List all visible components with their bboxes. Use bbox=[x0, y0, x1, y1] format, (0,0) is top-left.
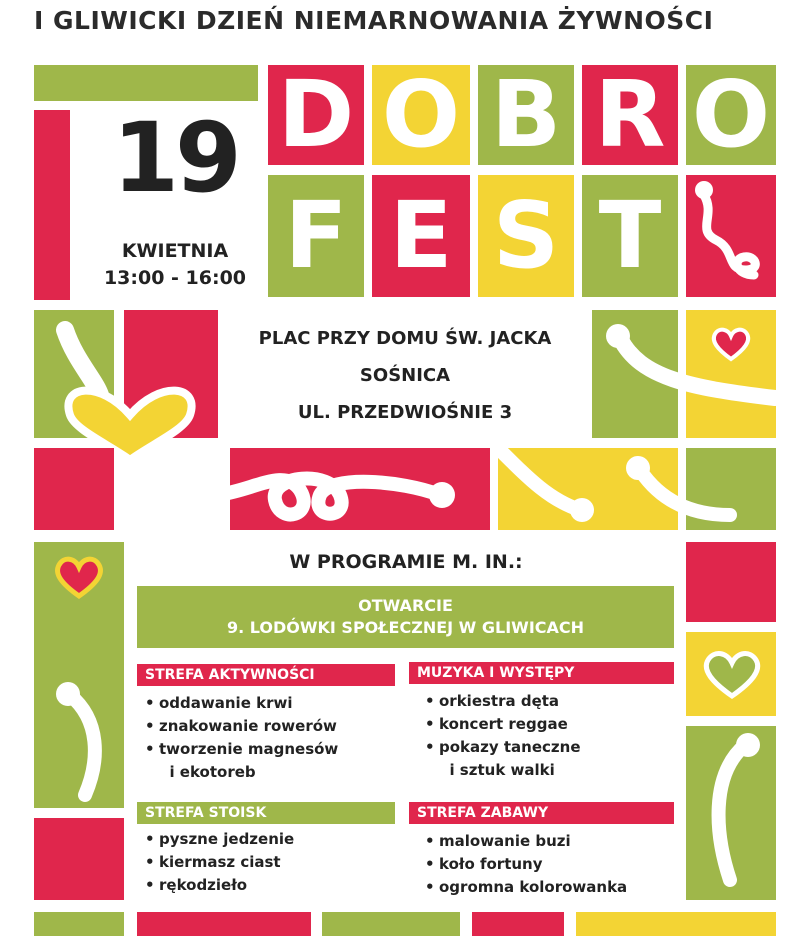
list-item: • koło fortuny bbox=[425, 853, 627, 876]
logo-letter: T bbox=[598, 182, 662, 289]
list-item: • tworzenie magnesów i ekotoreb bbox=[145, 738, 338, 784]
logo-tile-b bbox=[478, 61, 574, 168]
logo-letter: O bbox=[691, 61, 771, 168]
logo-letter: R bbox=[594, 61, 666, 168]
bottom-bar-1 bbox=[34, 912, 124, 936]
event-location bbox=[230, 320, 580, 431]
event-date-time bbox=[80, 238, 270, 292]
location-line-1: PLAC PRZY DOMU ŚW. JACKA bbox=[258, 328, 552, 349]
stalls-list bbox=[145, 828, 294, 897]
logo-letter: B bbox=[490, 61, 562, 168]
list-item: • ogromna kolorowanka bbox=[425, 876, 627, 899]
activities-list bbox=[145, 692, 338, 784]
top-left-bar bbox=[34, 65, 258, 101]
event-month: KWIETNIA bbox=[121, 240, 229, 262]
logo-tile-r bbox=[582, 61, 678, 168]
section-title-activities: STREFA AKTYWNOŚCI bbox=[137, 664, 395, 686]
list-item: • pokazy taneczne i sztuk walki bbox=[425, 736, 581, 782]
heart-icon bbox=[702, 650, 762, 700]
logo-tile-s bbox=[478, 175, 574, 297]
logo-tile-o1 bbox=[372, 61, 470, 168]
section-title-stalls: STREFA STOISK bbox=[137, 802, 395, 824]
logo-tile-e bbox=[372, 175, 470, 297]
reaching-arm-icon bbox=[690, 735, 780, 885]
logo-tile-squiggle bbox=[686, 175, 776, 297]
logo-tile-o2 bbox=[686, 61, 776, 168]
list-item: • pyszne jedzenie bbox=[145, 828, 294, 851]
logo-tile-f bbox=[268, 175, 364, 297]
section-title-music: MUZYKA I WYSTĘPY bbox=[409, 662, 674, 684]
left-date-bar bbox=[34, 110, 70, 300]
logo-letter: D bbox=[277, 61, 355, 168]
logo-tile-d bbox=[268, 61, 364, 168]
event-time: 13:00 - 16:00 bbox=[103, 267, 247, 289]
logo-letter: E bbox=[389, 182, 453, 289]
fun-list bbox=[425, 830, 627, 899]
list-item: • koncert reggae bbox=[425, 713, 581, 736]
bottom-bar-3 bbox=[322, 912, 460, 936]
music-list bbox=[425, 690, 581, 782]
bottom-bar-5 bbox=[576, 912, 776, 936]
lower-right-red-top bbox=[686, 542, 776, 622]
list-item: • znakowanie rowerów bbox=[145, 715, 338, 738]
logo-letter: O bbox=[381, 61, 461, 168]
opening-banner bbox=[137, 586, 674, 648]
event-subtitle: I GLIWICKI DZIEŃ NIEMARNOWANIA ŻYWNOŚCI bbox=[34, 6, 714, 35]
lower-left-red bbox=[34, 818, 124, 900]
heart-icon bbox=[54, 556, 104, 600]
logo-letter: S bbox=[492, 182, 560, 289]
mid2-left-red bbox=[34, 448, 114, 530]
list-item: • oddawanie krwi bbox=[145, 692, 338, 715]
squiggle-arm-icon bbox=[686, 175, 776, 297]
bottom-bar-4 bbox=[472, 912, 564, 936]
opening-line-2: 9. LODÓWKI SPOŁECZNEJ W GLIWICACH bbox=[226, 618, 585, 637]
list-item: • rękodzieło bbox=[145, 874, 294, 897]
hugging-arms-illustration bbox=[170, 440, 730, 530]
bottom-bar-2 bbox=[137, 912, 311, 936]
location-line-3: UL. PRZEDWIOŚNIE 3 bbox=[297, 402, 513, 423]
heart-arms-illustration bbox=[40, 320, 230, 460]
section-title-fun: STREFA ZABAWY bbox=[409, 802, 674, 824]
logo-tile-t bbox=[582, 175, 678, 297]
raised-arm-icon bbox=[40, 680, 130, 800]
program-title: W PROGRAMIE M. IN.: bbox=[289, 551, 523, 573]
list-item: • orkiestra dęta bbox=[425, 690, 581, 713]
opening-line-1: OTWARCIE bbox=[358, 596, 453, 615]
event-day: 19 bbox=[112, 102, 238, 214]
logo-letter: F bbox=[284, 182, 348, 289]
location-line-2: SOŚNICA bbox=[359, 365, 451, 386]
list-item: • malowanie buzi bbox=[425, 830, 627, 853]
list-item: • kiermasz ciast bbox=[145, 851, 294, 874]
waving-arm-icon bbox=[600, 318, 780, 428]
